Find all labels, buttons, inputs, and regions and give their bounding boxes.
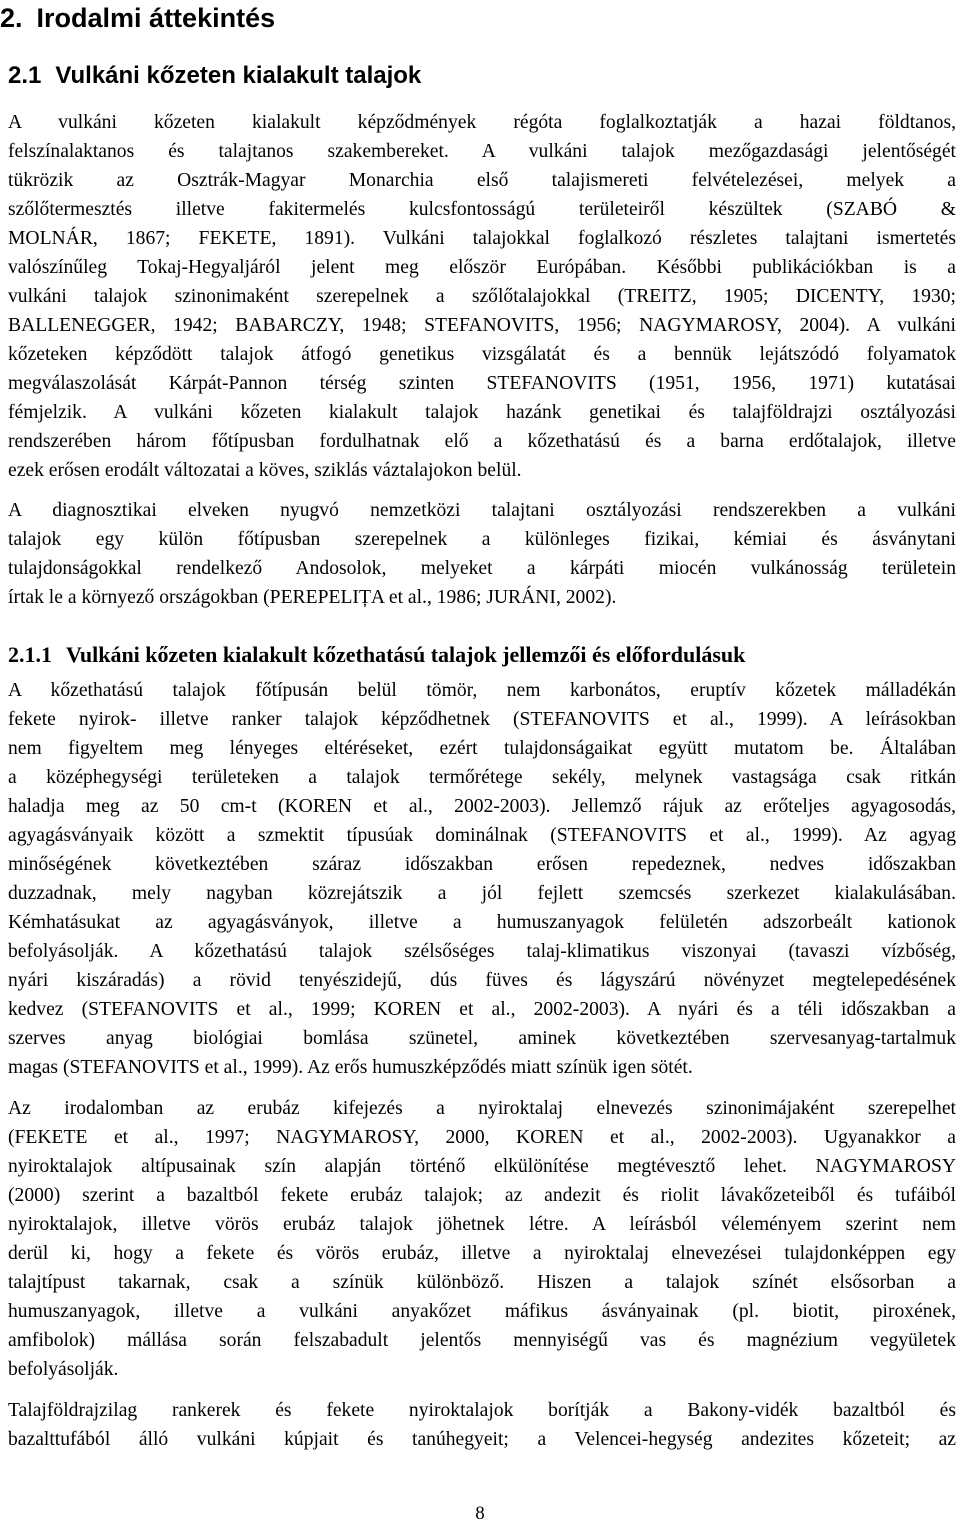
text-line: Talajföldrajzilag rankerek és fekete nyiroktalajok borítják a Bakony-vidék bazaltból és (8, 1400, 956, 1421)
text-line: duzzadnak, mely nagyban közrejátszik a jól fejlett szemcsés szerkezet kialakulásában. (8, 883, 956, 904)
text-line: amfibolok) mállása során felszabadult jelentős mennyiségű vas és magnézium vegyületek (8, 1330, 956, 1351)
text-line: tulajdonságokkal rendelkező Andosolok, melyeket a kárpáti miocén vulkánosság területein (8, 558, 956, 579)
chapter-number: 2. (0, 3, 23, 33)
section-number: 2.1 (8, 62, 42, 89)
text-line: nyári kiszáradás) a rövid tenyészidejű, dús füves és lágyszárú növényzet megtelepedésének (8, 970, 956, 991)
text-line: A vulkáni kőzeten kialakult képződmények régóta foglalkoztatják a hazai földtanos, (8, 112, 956, 133)
section-heading (8, 60, 421, 92)
text-line: kedvez (STEFANOVITS et al., 1999; KOREN et al., 2002-2003). A nyári és a téli időszakban a (8, 999, 956, 1020)
text-line: talajok egy külön főtípusban szerepelnek a különleges fizikai, kémiai és ásványtani (8, 529, 956, 550)
text-line: bazalttufából álló vulkáni kúpjait és tanúhegyeit; a Velencei-hegység andezites kőzeteit; az (8, 1429, 956, 1450)
text-line: szőlőtermesztés illetve fakitermelés kulcsfontosságú területeiről készültek (SZABÓ & (8, 199, 956, 220)
text-line: MOLNÁR, 1867; FEKETE, 1891). Vulkáni talajokkal foglalkozó részletes talajtani ismertetés (8, 228, 956, 249)
paragraph-andosols (8, 496, 956, 612)
subsection-number: 2.1.1 (8, 642, 52, 667)
text-line: magas (STEFANOVITS et al., 1999). Az erős humuszképződés miatt színük igen sötét. (8, 1057, 693, 1078)
page-number: 8 (475, 1503, 485, 1524)
text-line: nem figyeltem meg lényeges eltéréseket, ezért tulajdonságaikat együtt mutatom be. Általában (8, 738, 956, 759)
text-line: nyiroktalajok, illetve vörös erubáz talajok jöhetnek létre. A leírásból véleményem szerint nem (8, 1214, 956, 1235)
text-line: megválaszolását Kárpát-Pannon térség szinten STEFANOVITS (1951, 1956, 1971) kutatásai (8, 373, 956, 394)
paragraph-rock-soil-properties (8, 676, 956, 1082)
text-line: valószínűleg Tokaj-Hegyaljáról jelent meg először Európában. Későbbi publikációkban is a (8, 257, 956, 278)
subsection-heading (8, 640, 745, 670)
text-line: befolyásolják. (8, 1359, 119, 1380)
text-line: Az irodalomban az erubáz kifejezés a nyiroktalaj elnevezés szinonimájaként szerepelhet (8, 1098, 956, 1119)
text-line: szerves anyag biológiai bomlása szünetel, aminek következtében szervesanyag-tartalmuk (8, 1028, 956, 1049)
text-line: haladja meg az 50 cm-t (KOREN et al., 2002-2003). Jellemző rájuk az erőteljes agyagosodás, (8, 796, 956, 817)
chapter-title: Irodalmi áttekintés (36, 3, 276, 33)
subsection-title: Vulkáni kőzeten kialakult kőzethatású talajok jellemzői és előfordulásuk (66, 642, 746, 667)
paragraph-erubaz-terminology (8, 1094, 956, 1384)
section-title: Vulkáni kőzeten kialakult talajok (55, 62, 422, 89)
text-line: derül ki, hogy a fekete és vörös erubáz, illetve a nyiroktalaj elnevezései tulajdonképpen egy (8, 1243, 956, 1264)
text-line: A kőzethatású talajok főtípusán belül tömör, nem karbonátos, eruptív kőzetek málladékán (8, 680, 956, 701)
text-line: Kémhatásukat az agyagásványok, illetve a humuszanyagok felületén adszorbeált kationok (8, 912, 956, 933)
text-line: fekete nyirok- illetve ranker talajok képződhetnek (STEFANOVITS et al., 1999). A leírásokban (8, 709, 956, 730)
text-line: nyiroktalajok altípusainak szín alapján történő elkülönítése megtévesztő lehet. NAGYMAROSY (8, 1156, 956, 1177)
text-line: kőzeteken képződött talajok átfogó genetikus vizsgálatát és a bennük lejátszódó folyamatok (8, 344, 956, 365)
text-line: humuszanyagok, illetve a vulkáni anyakőzet máfikus ásványainak (pl. biotit, piroxének, (8, 1301, 956, 1322)
text-line: talajtípust takarnak, csak a színük különböző. Hiszen a talajok színét elsősorban a (8, 1272, 956, 1293)
text-line: minőségének következtében száraz időszakban erősen repedeznek, nedves időszakban (8, 854, 956, 875)
text-line: írtak le a környező országokban (PEREPELIȚA et al., 1986; JURÁNI, 2002). (8, 587, 617, 608)
text-line: agyagásványaik között a szmektit típusúak dominálnak (STEFANOVITS et al., 1999). Az agyag (8, 825, 956, 846)
text-line: fémjelzik. A vulkáni kőzeten kialakult talajok hazánk genetikai és talajföldrajzi osztályozási (8, 402, 956, 423)
paragraph-volcanic-soils-history (8, 108, 956, 485)
text-line: vulkáni talajok szinonimaként szerepelnek a szőlőtalajokkal (TREITZ, 1905; DICENTY, 1930; (8, 286, 956, 307)
text-line: felszínalaktanos és talajtanos szakembereket. A vulkáni talajok mezőgazdasági jelentőségét (8, 141, 956, 162)
text-line: ezek erősen erodált változatai a köves, sziklás váztalajokon belül. (8, 460, 522, 481)
text-line: befolyásolják. A kőzethatású talajok szélsőséges talaj-klimatikus viszonyai (tavaszi vízbőség, (8, 941, 956, 962)
text-line: A diagnosztikai elveken nyugvó nemzetközi talajtani osztályozási rendszerekben a vulkáni (8, 500, 956, 521)
paragraph-soil-geography (8, 1396, 956, 1454)
text-line: BALLENEGGER, 1942; BABARCZY, 1948; STEFANOVITS, 1956; NAGYMAROSY, 2004). A vulkáni (8, 315, 956, 336)
text-line: a középhegységi területeken a talajok termőrétege sekély, melynek vastagsága csak ritkán (8, 767, 956, 788)
chapter-heading (0, 0, 275, 36)
text-line: (FEKETE et al., 1997; NAGYMAROSY, 2000, KOREN et al., 2002-2003). Ugyanakkor a (8, 1127, 956, 1148)
text-line: tükrözik az Osztrák-Magyar Monarchia első talajismereti felvételezései, melyek a (8, 170, 956, 191)
text-line: (2000) szerint a bazaltból fekete erubáz talajok; az andezit és riolit lávakőzeteiből és tufáiból (8, 1185, 956, 1206)
text-line: rendszerében három főtípusban fordulhatnak elő a kőzethatású és a barna erdőtalajok, illetve (8, 431, 956, 452)
